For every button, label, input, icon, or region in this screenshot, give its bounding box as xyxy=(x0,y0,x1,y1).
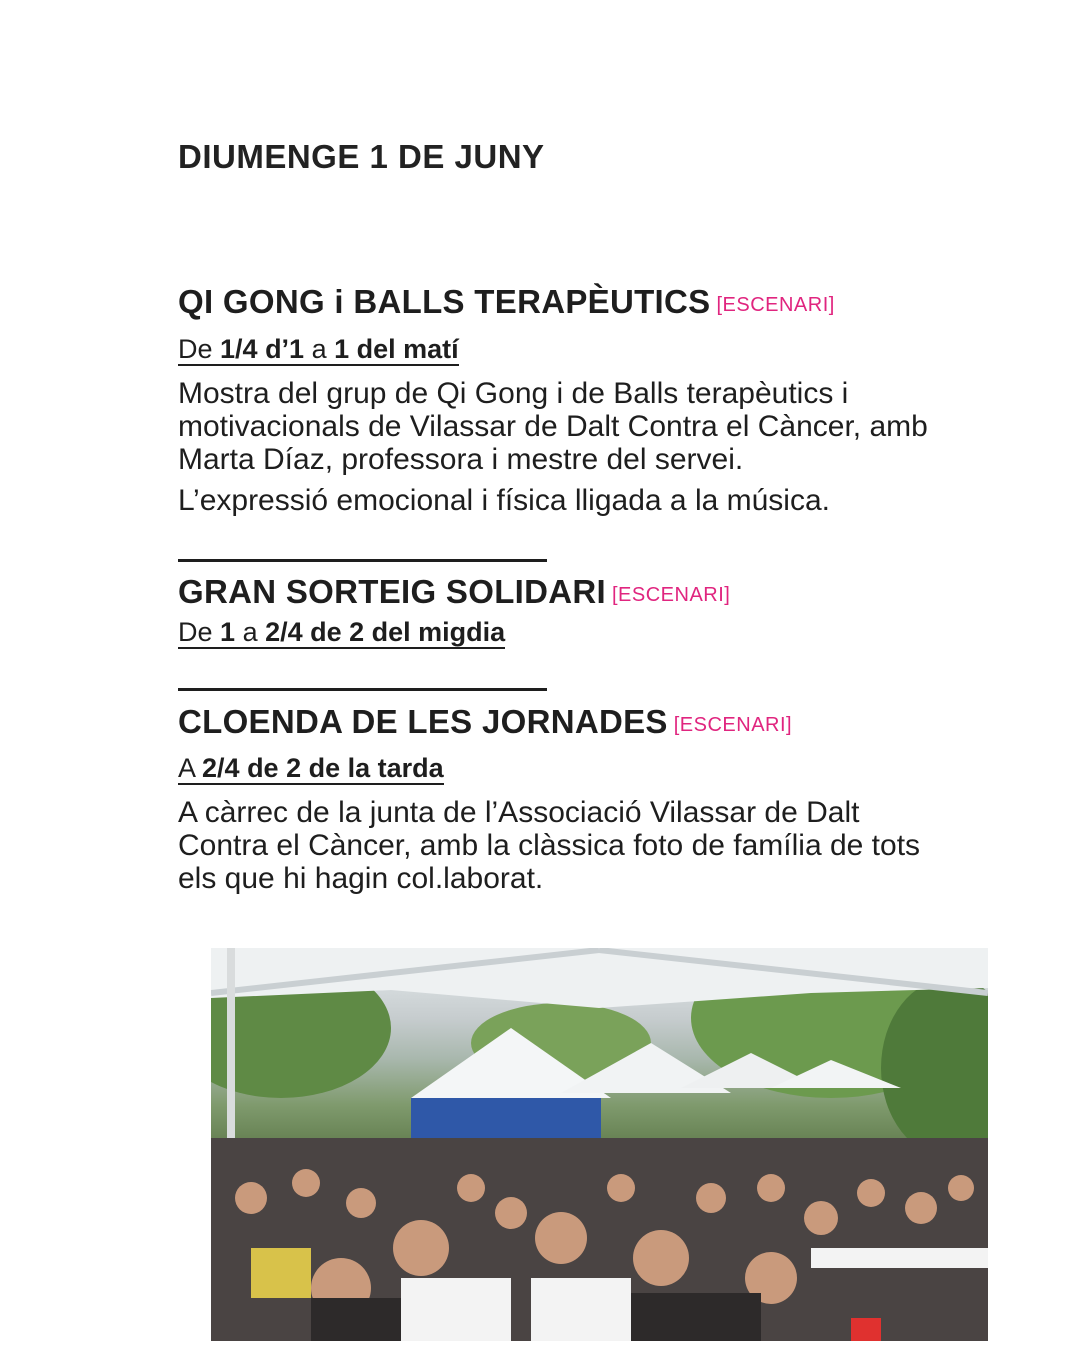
time-mid: a xyxy=(304,334,335,364)
event-time-cloenda xyxy=(178,753,444,785)
event-title-text: QI GONG i BALLS TERAPÈUTICS xyxy=(178,283,711,320)
time-start: 2/4 de 2 de la tarda xyxy=(202,753,444,783)
stage-tag: [ESCENARI] xyxy=(673,714,793,736)
event-note-qi-gong: L’expressió emocional i física lligada a la música. xyxy=(178,484,830,517)
section-divider xyxy=(178,688,547,691)
event-time-qi-gong xyxy=(178,334,459,366)
section-divider xyxy=(178,559,547,562)
time-start: 1 xyxy=(220,617,236,647)
event-description-cloenda xyxy=(178,796,1038,895)
time-prefix: A xyxy=(178,753,203,783)
time-prefix: De xyxy=(178,617,221,647)
day-title: DIUMENGE 1 DE JUNY xyxy=(178,138,545,175)
event-description-qi-gong xyxy=(178,377,1038,476)
event-photo-drawing xyxy=(211,948,988,1341)
time-end: 2/4 de 2 del migdia xyxy=(265,617,506,647)
time-prefix: De xyxy=(178,334,221,364)
stage-tag: [ESCENARI] xyxy=(716,294,835,316)
event-time-sorteig xyxy=(178,617,505,649)
time-start: 1/4 d’1 xyxy=(220,334,305,364)
description-line: els que hi hagin col.laborat. xyxy=(178,862,544,895)
event-title-sorteig xyxy=(178,573,730,611)
description-line: Mostra del grup de Qi Gong i de Balls terapèutics i xyxy=(178,377,849,410)
description-line: Marta Díaz, professora i mestre del servei. xyxy=(178,443,744,476)
event-title-text: GRAN SORTEIG SOLIDARI xyxy=(178,573,606,610)
stage-tag: [ESCENARI] xyxy=(611,584,731,606)
description-line: motivacionals de Vilassar de Dalt Contra el Càncer, amb xyxy=(178,410,928,443)
event-title-cloenda xyxy=(178,703,792,741)
event-title-qi-gong xyxy=(178,283,835,321)
description-line: Contra el Càncer, amb la clàssica foto de família de tots xyxy=(178,829,921,862)
event-photo xyxy=(211,948,988,1341)
description-line: A càrrec de la junta de l’Associació Vilassar de Dalt xyxy=(178,796,860,829)
event-title-text: CLOENDA DE LES JORNADES xyxy=(178,703,668,740)
time-end: 1 del matí xyxy=(334,334,459,364)
time-mid: a xyxy=(235,617,266,647)
